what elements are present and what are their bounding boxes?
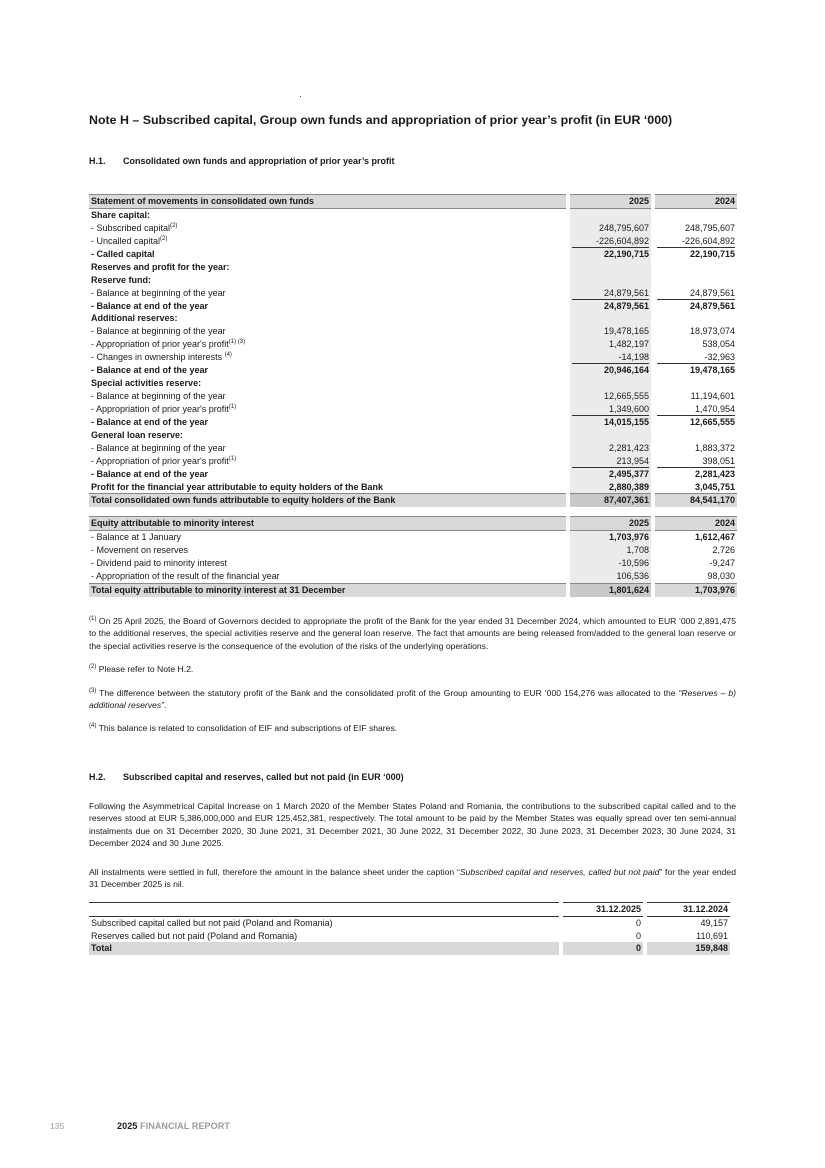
- value-text: 3,045,751: [694, 481, 735, 492]
- row-label: [89, 351, 566, 364]
- value-prior: [655, 429, 737, 442]
- row-label-text: - Balance at 1 January: [91, 532, 182, 543]
- value-prior: [655, 325, 737, 338]
- footnote-emphasis: “Reserves – b) additional reserves”: [89, 687, 736, 711]
- value-text: 106,536: [616, 571, 649, 582]
- row-label: [89, 364, 566, 377]
- table-header-row: [89, 517, 737, 531]
- value-current: [570, 455, 651, 468]
- header-year: 2025: [570, 195, 651, 209]
- value-text: 1,708: [626, 545, 649, 556]
- total-row: [89, 942, 730, 955]
- value-prior: [655, 557, 737, 570]
- table-row: [89, 338, 737, 351]
- table-row: [89, 351, 737, 364]
- value-current: [570, 570, 651, 583]
- total-label: Total consolidated own funds attributable to equity holders of the Bank: [89, 494, 566, 507]
- row-label-text: - Appropriation of the result of the financial year: [91, 571, 280, 582]
- value-text: -9,247: [709, 558, 735, 569]
- table-row: [89, 274, 737, 287]
- row-label-text: - Balance at beginning of the year: [91, 287, 226, 298]
- total-current: 1,801,624: [570, 583, 651, 596]
- row-label-text: - Dividend paid to minority interest: [91, 558, 228, 569]
- row-label: [89, 531, 566, 544]
- footnote-marker: (2): [89, 664, 97, 671]
- footnotes: [89, 615, 736, 735]
- value-prior: [655, 390, 737, 403]
- value-current: [570, 403, 651, 416]
- value-prior: [655, 544, 737, 557]
- footnote-marker: (4): [89, 723, 97, 730]
- value-current: [570, 557, 651, 570]
- row-label: [89, 325, 566, 338]
- header-year: 2025: [570, 517, 651, 531]
- row-label: [89, 274, 566, 287]
- value-prior: [655, 364, 737, 377]
- footnote-marker: (1): [89, 616, 97, 622]
- table-row: [89, 222, 737, 235]
- row-label-text: General loan reserve:: [91, 429, 184, 440]
- value-text: 14,015,155: [603, 416, 649, 427]
- value-current: [570, 222, 651, 235]
- value-text: 24,879,561: [689, 300, 735, 311]
- value-prior: [655, 481, 737, 494]
- paragraph-text: All instalments were settled in full, therefore the amount in the balance sheet under the caption “: [89, 867, 460, 877]
- total-label: Total: [89, 942, 559, 955]
- row-label-text: - Balance at end of the year: [91, 365, 209, 376]
- row-label-text: - Appropriation of prior year's profit: [91, 339, 229, 350]
- table-row: [89, 312, 737, 325]
- value-current: [570, 300, 651, 313]
- section-heading-h1: [89, 156, 395, 166]
- header-label: Equity attributable to minority interest: [89, 517, 566, 531]
- row-label: [89, 338, 566, 351]
- report-name: FINANCIAL REPORT: [137, 1121, 230, 1131]
- value-prior: [655, 312, 737, 325]
- value-current: [570, 261, 651, 274]
- table-row: [89, 325, 737, 338]
- row-label: [89, 222, 566, 235]
- value-prior: [655, 209, 737, 222]
- value-prior: [655, 377, 737, 390]
- value-text: 18,973,074: [689, 326, 735, 337]
- footnote-text: This balance is related to consolidation of EIF and subscriptions of EIF shares.: [96, 723, 398, 734]
- table-row: [89, 209, 737, 222]
- footnote-4: [89, 722, 736, 734]
- row-label: [89, 300, 566, 313]
- spacer-cell: [570, 507, 651, 517]
- table-row: [89, 235, 737, 248]
- own-funds-table: [89, 194, 737, 597]
- value-prior: [655, 531, 737, 544]
- row-label-text: Additional reserves:: [91, 313, 178, 324]
- value-text: 398,051: [657, 456, 735, 468]
- value-prior: [655, 570, 737, 583]
- value-current: [570, 544, 651, 557]
- value-text: 248,795,607: [684, 222, 735, 233]
- value-text: 98,030: [707, 571, 735, 582]
- row-label: Reserves called but not paid (Poland and Romania): [91, 930, 298, 941]
- value-text: 2,281,423: [608, 442, 649, 453]
- table-row: [89, 248, 737, 261]
- footnote-ref: (4): [224, 352, 232, 359]
- value-prior: [655, 442, 737, 455]
- row-label: [89, 287, 566, 300]
- paragraph-capital-increase: Following the Asymmetrical Capital Increase on 1 March 2020 of the Member States Poland and Romania, the contributions to the subscribed capital called and to the reserves stood at EUR 5,386,000,000 and EUR 125,452,381, respectively. The total amount to be paid by the Member States was equally spread over ten semi-annual instalments due on 31 December 2020, 30 June 2021, 31 December 2021, 30 June 2022, 31 December 2022, 30 June 2023, 31 December 2023, 30 June 2024, 31 December 2024 and 30 June 2025.: [89, 801, 736, 849]
- footnote-3: [89, 687, 736, 712]
- header-date: 31.12.2025: [563, 903, 643, 917]
- table-row: [89, 390, 737, 403]
- value-text: 11,194,601: [690, 390, 735, 401]
- footnote-ref: (2): [170, 222, 178, 229]
- section-heading-h2: [89, 772, 404, 782]
- footnote-text: Please refer to Note H.2.: [96, 664, 194, 675]
- spacer-row: [89, 507, 737, 517]
- header-label: Statement of movements in consolidated own funds: [89, 195, 566, 209]
- footnote-ref: (1): [228, 455, 237, 462]
- stray-dot: [300, 96, 301, 97]
- value-prior: [655, 403, 737, 416]
- paragraph-emphasis: Subscribed capital and reserves, called but not paid: [459, 867, 660, 877]
- value-current: [570, 364, 651, 377]
- table-row: [89, 287, 737, 300]
- row-label-text: Special activities reserve:: [91, 378, 202, 389]
- value-text: -226,604,892: [657, 236, 735, 248]
- value-current: [570, 235, 651, 248]
- value-text: -226,604,892: [572, 236, 649, 248]
- row-label: [89, 468, 566, 481]
- row-label: [89, 209, 566, 222]
- total-row: [89, 494, 737, 507]
- table-row: [89, 261, 737, 274]
- value-text: 2,726: [712, 545, 735, 556]
- section-title: Consolidated own funds and appropriation of prior year’s profit: [123, 156, 395, 166]
- table-header-row: [89, 903, 730, 917]
- footnote-1: [89, 615, 736, 652]
- value-text: 213,954: [572, 456, 649, 468]
- report-brand: [117, 1121, 230, 1131]
- table-row: [89, 416, 737, 429]
- value-text: 2,495,377: [608, 468, 649, 479]
- value-prior: [655, 222, 737, 235]
- row-label: Subscribed capital called but not paid (Poland and Romania): [91, 917, 333, 928]
- value-prior: [655, 351, 737, 364]
- header-year: 2024: [655, 195, 737, 209]
- table-row: [89, 916, 730, 929]
- total-current: 87,407,361: [570, 494, 651, 507]
- page-number: 135: [50, 1121, 65, 1131]
- footnote-text: On 25 April 2025, the Board of Governors decided to appropriate the profit of the Bank for the year ended 31 December 2024, which amounted to EUR ‘000 2,891,475 to the additional reserves, the special activities reserve and the general loan reserve. The fact that amounts are being released from/added to the general loan reserve or the special activities reserve is the consequence of the evolution of the risks of the underlying operations.: [89, 616, 736, 651]
- value-text: 22,190,715: [603, 248, 649, 259]
- value-current: [570, 325, 651, 338]
- table-row: [89, 364, 737, 377]
- value-current: [570, 531, 651, 544]
- value-prior: [655, 287, 737, 300]
- row-label: [89, 544, 566, 557]
- row-label-text: - Balance at end of the year: [91, 416, 209, 427]
- total-label: Total equity attributable to minority interest at 31 December: [89, 583, 566, 596]
- row-label-text: - Balance at beginning of the year: [91, 442, 226, 453]
- value-current: [570, 390, 651, 403]
- value-current: 0: [635, 917, 641, 928]
- table-row: [89, 531, 737, 544]
- table-header-row: [89, 195, 737, 209]
- value-prior: [655, 416, 737, 429]
- table-row: [89, 570, 737, 583]
- value-prior: [655, 468, 737, 481]
- row-label-text: - Balance at end of the year: [91, 300, 209, 311]
- table-row: [89, 930, 730, 943]
- table-row: [89, 557, 737, 570]
- row-label-text: Share capital:: [91, 210, 151, 220]
- value-current: [570, 248, 651, 261]
- row-label-text: - Appropriation of prior year's profit: [91, 455, 229, 466]
- value-current: [570, 338, 651, 351]
- value-text: 1,482,197: [608, 339, 649, 350]
- value-text: 22,190,715: [689, 248, 735, 259]
- value-text: 538,054: [702, 339, 735, 350]
- value-text: 12,665,555: [689, 416, 735, 427]
- value-current: 0: [635, 930, 641, 941]
- footnote-ref: (1) (3): [228, 339, 246, 346]
- value-current: [570, 377, 651, 390]
- value-prior: 110,691: [696, 930, 728, 941]
- value-prior: [655, 274, 737, 287]
- row-label: [89, 377, 566, 390]
- row-label-text: - Balance at end of the year: [91, 468, 209, 479]
- row-label: [89, 429, 566, 442]
- row-label-text: - Movement on reserves: [91, 545, 189, 556]
- row-label-text: - Balance at beginning of the year: [91, 326, 226, 337]
- value-prior: 49,157: [700, 917, 728, 928]
- table-row: [89, 455, 737, 468]
- value-text: 2,281,423: [694, 468, 735, 479]
- row-label-text: Reserves and profit for the year:: [91, 261, 230, 272]
- value-current: [570, 429, 651, 442]
- value-prior: [655, 455, 737, 468]
- header-year: 2024: [655, 517, 737, 531]
- value-text: 12,665,555: [603, 390, 649, 401]
- header-date: 31.12.2024: [647, 903, 730, 917]
- row-label-text: Reserve fund:: [91, 274, 152, 285]
- value-current: [570, 287, 651, 300]
- table-row: [89, 429, 737, 442]
- value-text: 24,879,561: [657, 288, 735, 300]
- row-label: [89, 570, 566, 583]
- value-current: [570, 351, 651, 364]
- footnote-ref: (2): [160, 235, 168, 242]
- table-row: [89, 442, 737, 455]
- footnote-ref: (1): [228, 403, 237, 410]
- row-label: [89, 455, 566, 468]
- value-text: -14,198: [572, 352, 649, 364]
- value-text: 2,880,389: [608, 481, 649, 492]
- row-label-text: - Balance at beginning of the year: [91, 390, 226, 401]
- header-label: [89, 903, 559, 917]
- table-row: [89, 481, 737, 494]
- row-label-text: - Uncalled capital: [91, 235, 161, 246]
- total-current: 0: [563, 942, 643, 955]
- value-text: 24,879,561: [572, 288, 649, 300]
- value-prior: [655, 338, 737, 351]
- total-prior: 84,541,170: [655, 494, 737, 507]
- footnote-text: .: [164, 700, 167, 711]
- paragraph-text: ” for the year ended 31 December 2025 is nil.: [89, 867, 736, 890]
- value-current: [570, 442, 651, 455]
- report-year: 2025: [117, 1121, 138, 1131]
- row-label: [89, 557, 566, 570]
- value-text: 1,703,976: [608, 532, 649, 543]
- value-prior: [655, 300, 737, 313]
- value-prior: [655, 248, 737, 261]
- value-text: 19,478,165: [689, 365, 735, 376]
- spacer-cell: [89, 507, 566, 517]
- row-label: [89, 235, 566, 248]
- total-prior: 1,703,976: [655, 583, 737, 596]
- table-row: [89, 544, 737, 557]
- table-row: [89, 377, 737, 390]
- value-text: 1,612,467: [694, 532, 735, 543]
- called-not-paid-table: [89, 902, 730, 955]
- section-number: H.1.: [89, 156, 106, 166]
- row-label-text: - Changes in ownership interests: [91, 352, 225, 363]
- value-prior: [655, 261, 737, 274]
- value-current: [570, 481, 651, 494]
- value-text: 20,946,164: [603, 365, 649, 376]
- value-text: 19,478,165: [603, 326, 649, 337]
- value-text: 1,883,372: [694, 442, 735, 453]
- row-label: [89, 248, 566, 261]
- total-row: [89, 583, 737, 596]
- section-number: H.2.: [89, 772, 106, 782]
- table-row: [89, 468, 737, 481]
- paragraph-instalments: [89, 866, 736, 891]
- table-row: [89, 300, 737, 313]
- row-label: [89, 442, 566, 455]
- footnote-marker: (3): [89, 687, 97, 694]
- spacer-cell: [655, 507, 737, 517]
- value-text: 1,349,600: [572, 404, 649, 416]
- value-prior: [655, 235, 737, 248]
- row-label: [89, 390, 566, 403]
- row-label: [89, 416, 566, 429]
- page-title: Note H – Subscribed capital, Group own funds and appropriation of prior year’s profit (in EUR ‘000): [89, 113, 673, 127]
- value-text: -32,963: [657, 352, 735, 364]
- value-current: [570, 312, 651, 325]
- value-text: 248,795,607: [598, 222, 649, 233]
- value-text: 24,879,561: [603, 300, 649, 311]
- row-label: [89, 261, 566, 274]
- row-label-text: - Called capital: [91, 248, 155, 259]
- value-text: 1,470,954: [657, 404, 735, 416]
- row-label-text: - Subscribed capital: [91, 222, 171, 233]
- value-current: [570, 274, 651, 287]
- table-row: [89, 403, 737, 416]
- section-title: Subscribed capital and reserves, called but not paid (in EUR ‘000): [123, 772, 404, 782]
- row-label: [89, 481, 566, 494]
- row-label: [89, 312, 566, 325]
- value-current: [570, 416, 651, 429]
- row-label: [89, 403, 566, 416]
- footnote-2: [89, 663, 736, 675]
- row-label-text: Profit for the financial year attributable to equity holders of the Bank: [91, 481, 384, 492]
- value-text: -10,596: [618, 558, 649, 569]
- footnote-text: The difference between the statutory profit of the Bank and the consolidated profit of the Group amounting to EUR ‘000 154,276 was allocated to the: [96, 687, 679, 698]
- value-current: [570, 209, 651, 222]
- row-label-text: - Appropriation of prior year's profit: [91, 403, 229, 414]
- value-current: [570, 468, 651, 481]
- total-prior: 159,848: [647, 942, 730, 955]
